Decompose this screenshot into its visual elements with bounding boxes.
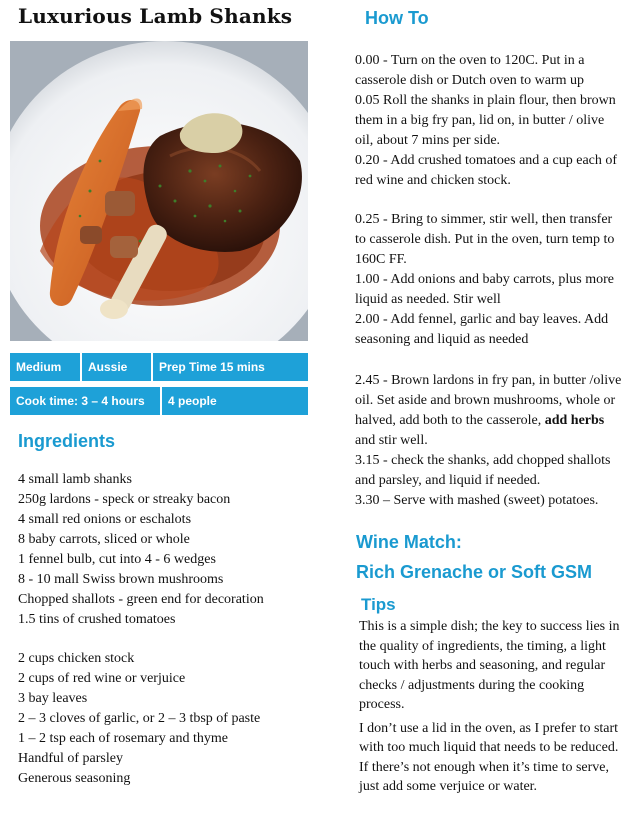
list-item: Generous seasoning [18, 771, 131, 786]
tips-heading: Tips [361, 595, 396, 614]
list-item: 250g lardons - speck or streaky bacon [18, 492, 231, 507]
ingredients-list-2 [18, 649, 260, 789]
serves-cell: 4 people [162, 387, 308, 415]
howto-steps-2 [355, 210, 625, 350]
wine-heading: Wine Match: [356, 532, 462, 552]
step: 3.30 – Serve with mashed (sweet) potatoes. [355, 493, 599, 508]
step: 0.00 - Turn on the oven to 120C. Put in a casserole dish or Dutch oven to warm up [355, 53, 585, 88]
tip-paragraph: I don’t use a lid in the oven, as I prefer to start with too much liquid that needs to be reduced. If there’s not enough when it’s time to serve, just add some verjuice or water. [359, 720, 619, 794]
origin-cell: Aussie [82, 353, 153, 381]
list-item: 3 bay leaves [18, 691, 88, 706]
list-item: Chopped shallots - green end for decoration [18, 592, 264, 607]
recipe-info-row-1 [10, 353, 308, 381]
list-item: 4 small lamb shanks [18, 472, 132, 487]
howto-heading: How To [365, 8, 429, 28]
recipe-title: Luxurious Lamb Shanks [18, 4, 293, 28]
list-item: Handful of parsley [18, 751, 123, 766]
lamb-shank-photo [10, 41, 308, 341]
list-item: 4 small red onions or eschalots [18, 512, 192, 527]
ingredients-heading: Ingredients [18, 431, 116, 451]
difficulty-cell: Medium [10, 353, 82, 381]
step: 1.00 - Add onions and baby carrots, plus more liquid as needed. Stir well [355, 272, 614, 307]
prep-time-cell: Prep Time 15 mins [153, 353, 308, 381]
howto-steps-1 [355, 51, 625, 191]
howto-steps-3 [355, 371, 625, 511]
tips-text [359, 617, 625, 797]
list-item: 8 baby carrots, sliced or whole [18, 532, 190, 547]
list-item: 2 – 3 cloves of garlic, or 2 – 3 tbsp of paste [18, 711, 261, 726]
list-item: 8 - 10 mall Swiss brown mushrooms [18, 572, 224, 587]
step: 3.15 - check the shanks, add chopped shallots and parsley, and liquid if needed. [355, 453, 611, 488]
step: 2.00 - Add fennel, garlic and bay leaves. Add seasoning and liquid as needed [355, 312, 609, 347]
step: 0.20 - Add crushed tomatoes and a cup each of red wine and chicken stock. [355, 153, 618, 188]
list-item: 1 fennel bulb, cut into 4 - 6 wedges [18, 552, 216, 567]
emphasis: add herbs [544, 413, 605, 428]
step: 0.25 - Bring to simmer, stir well, then transfer to casserole dish. Put in the oven, turn temp to 160C FF. [355, 212, 615, 267]
list-item: 2 cups of red wine or verjuice [18, 671, 186, 686]
tip-paragraph: This is a simple dish; the key to success lies in the quality of ingredients, the timing, a light touch with herbs and seasoning, and regular checks / adjustments during the cooking process. [359, 619, 620, 712]
list-item: 2 cups chicken stock [18, 651, 135, 666]
list-item: 1 – 2 tsp each of rosemary and thyme [18, 731, 228, 746]
cook-time-cell: Cook time: 3 – 4 hours [10, 387, 162, 415]
ingredients-list-1 [18, 470, 264, 630]
step: 0.05 Roll the shanks in plain flour, then brown them in a big fry pan, lid on, in butter / olive oil, about 7 mins per side. [355, 93, 616, 148]
list-item: 1.5 tins of crushed tomatoes [18, 612, 176, 627]
step: 2.45 - Brown lardons in fry pan, in butter /olive oil. Set aside and brown mushrooms, whole or halved, add both to the casserole, add herbs and stir well. [355, 373, 622, 448]
wine-match: Rich Grenache or Soft GSM [356, 562, 593, 582]
recipe-info-row-2 [10, 387, 308, 415]
